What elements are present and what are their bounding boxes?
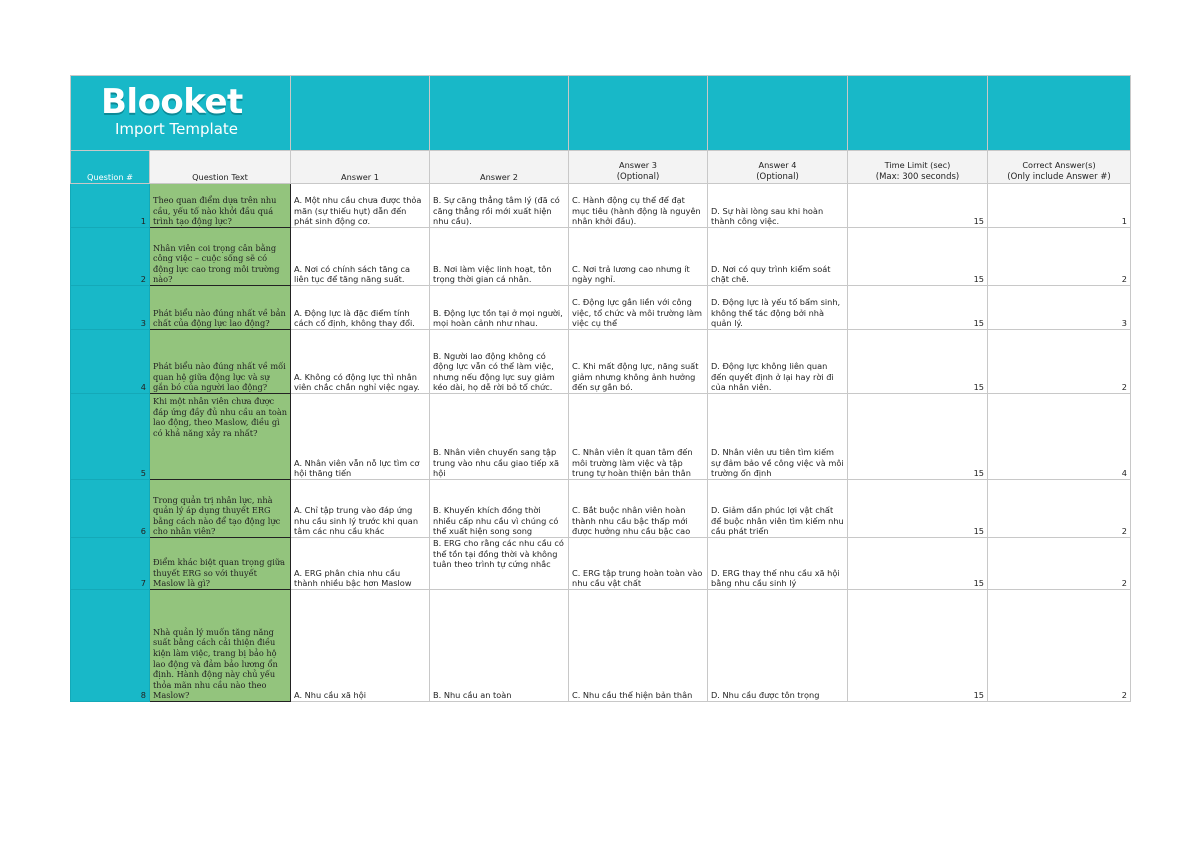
answer1-cell[interactable]: A. Một nhu cầu chưa được thỏa mãn (sự thiếu hụt) dẫn đến phát sinh động cơ. [291, 184, 430, 228]
header-row [71, 151, 1131, 184]
question-row [71, 538, 1131, 590]
answer3-cell[interactable]: C. Nhân viên ít quan tâm đến môi trường làm việc và tập trung tự hoàn thiện bản thân [569, 394, 708, 480]
time-limit-cell[interactable]: 15 [848, 480, 988, 538]
import-template-sheet [70, 75, 1131, 702]
answer3-cell[interactable]: C. Hành động cụ thể để đạt mục tiêu (hành động là nguyên nhân khởi đầu). [569, 184, 708, 228]
template-subtitle: Import Template [115, 120, 238, 138]
banner-cell [848, 76, 988, 151]
header-answer1: Answer 1 [291, 151, 430, 184]
header-question-text: Question Text [150, 151, 291, 184]
question-text-cell[interactable]: Trong quản trị nhân lực, nhà quản lý áp dụng thuyết ERG bằng cách nào để tạo động lực cho nhân viên? [150, 480, 291, 538]
header-answer2: Answer 2 [430, 151, 569, 184]
time-limit-cell[interactable]: 15 [848, 330, 988, 394]
question-number: 6 [71, 480, 150, 538]
answer2-cell[interactable]: B. Nhân viên chuyển sang tập trung vào nhu cầu giao tiếp xã hội [430, 394, 569, 480]
header-time-limit-label: Time Limit (sec) [884, 160, 951, 171]
correct-answer-cell[interactable]: 2 [988, 480, 1131, 538]
question-row [71, 330, 1131, 394]
answer3-cell[interactable]: C. Nhu cầu thể hiện bản thân [569, 590, 708, 702]
question-row [71, 590, 1131, 702]
answer1-cell[interactable]: A. Nơi có chính sách tăng ca liên tục để tăng năng suất. [291, 228, 430, 286]
answer2-cell[interactable]: B. Nhu cầu an toàn [430, 590, 569, 702]
answer2-cell[interactable]: B. Sự căng thẳng tâm lý (đã có căng thẳng rồi mới xuất hiện nhu cầu). [430, 184, 569, 228]
header-answer3 [569, 151, 708, 184]
answer3-cell[interactable]: C. Bắt buộc nhân viên hoàn thành nhu cầu bậc thấp mới được hưởng nhu cầu bậc cao [569, 480, 708, 538]
answer4-cell[interactable]: D. Động lực là yếu tố bẩm sinh, không thể tác động bởi nhà quản lý. [708, 286, 848, 330]
answer3-cell[interactable]: C. Khi mất động lực, năng suất giảm nhưng không ảnh hưởng đến sự gắn bó. [569, 330, 708, 394]
answer1-cell[interactable]: A. ERG phân chia nhu cầu thành nhiều bậc hơn Maslow [291, 538, 430, 590]
banner-cell [708, 76, 848, 151]
header-answer4-sub: (Optional) [756, 172, 799, 182]
banner-cell [988, 76, 1131, 151]
header-answer3-sub: (Optional) [616, 172, 660, 182]
question-row [71, 228, 1131, 286]
header-answer4-label: Answer 4 [758, 160, 797, 171]
header-answer4 [708, 151, 848, 184]
answer1-cell[interactable]: A. Nhân viên vẫn nỗ lực tìm cơ hội thăng tiến [291, 394, 430, 480]
answer2-cell[interactable]: B. Khuyến khích đồng thời nhiều cấp nhu cầu vì chúng có thể xuất hiện song song [430, 480, 569, 538]
banner-row [71, 76, 1131, 151]
question-row [71, 394, 1131, 480]
time-limit-cell[interactable]: 15 [848, 228, 988, 286]
correct-answer-cell[interactable]: 2 [988, 538, 1131, 590]
answer4-cell[interactable]: D. Nơi có quy trình kiểm soát chặt chẽ. [708, 228, 848, 286]
question-text-cell[interactable]: Nhà quản lý muốn tăng năng suất bằng cách cải thiện điều kiện làm việc, trang bị bảo hộ lao động và đảm bảo lương ổn định. Hành động này chủ yếu thỏa mãn nhu cầu nào theo Maslow? [150, 590, 291, 702]
header-time-limit [848, 151, 988, 184]
header-correct-label: Correct Answer(s) [1022, 160, 1096, 171]
time-limit-cell[interactable]: 15 [848, 184, 988, 228]
answer3-cell[interactable]: C. Động lực gắn liền với công việc, tổ chức và môi trường làm việc cụ thể [569, 286, 708, 330]
answer4-cell[interactable]: D. Giảm dần phúc lợi vật chất để buộc nhân viên tìm kiếm nhu cầu phát triển [708, 480, 848, 538]
answer4-cell[interactable]: D. ERG thay thế nhu cầu xã hội bằng nhu cầu sinh lý [708, 538, 848, 590]
answer1-cell[interactable]: A. Động lực là đặc điểm tính cách cố định, không thay đổi. [291, 286, 430, 330]
header-time-limit-sub: (Max: 300 seconds) [875, 172, 960, 182]
question-number: 1 [71, 184, 150, 228]
time-limit-cell[interactable]: 15 [848, 590, 988, 702]
correct-answer-cell[interactable]: 2 [988, 590, 1131, 702]
question-text-cell[interactable]: Phát biểu nào đúng nhất về mối quan hệ giữa động lực và sự gắn bó của người lao động? [150, 330, 291, 394]
logo-cell [71, 76, 291, 151]
question-number: 7 [71, 538, 150, 590]
answer2-cell[interactable]: B. ERG cho rằng các nhu cầu có thể tồn tại đồng thời và không tuân theo trình tự cứng nhắc [430, 538, 569, 590]
answer3-cell[interactable]: C. ERG tập trung hoàn toàn vào nhu cầu vật chất [569, 538, 708, 590]
correct-answer-cell[interactable]: 2 [988, 330, 1131, 394]
blooket-logo: Blooket [101, 82, 243, 122]
question-text-cell[interactable]: Điểm khác biệt quan trọng giữa thuyết ERG so với thuyết Maslow là gì? [150, 538, 291, 590]
correct-answer-cell[interactable]: 2 [988, 228, 1131, 286]
question-number: 8 [71, 590, 150, 702]
question-row [71, 286, 1131, 330]
question-number: 4 [71, 330, 150, 394]
answer2-cell[interactable]: B. Động lực tồn tại ở mọi người, mọi hoàn cảnh như nhau. [430, 286, 569, 330]
question-row [71, 480, 1131, 538]
correct-answer-cell[interactable]: 4 [988, 394, 1131, 480]
correct-answer-cell[interactable]: 1 [988, 184, 1131, 228]
question-row [71, 184, 1131, 228]
question-text-cell[interactable]: Phát biểu nào đúng nhất về bản chất của động lực lao động? [150, 286, 291, 330]
time-limit-cell[interactable]: 15 [848, 286, 988, 330]
correct-answer-cell[interactable]: 3 [988, 286, 1131, 330]
question-text-cell[interactable]: Nhân viên coi trọng cân bằng công việc – cuộc sống sẽ có động lực cao trong môi trường nào? [150, 228, 291, 286]
banner-cell [569, 76, 708, 151]
question-number: 2 [71, 228, 150, 286]
question-text-cell[interactable]: Theo quan điểm dựa trên nhu cầu, yếu tố nào khởi đầu quá trình tạo động lực? [150, 184, 291, 228]
banner-cell [430, 76, 569, 151]
answer4-cell[interactable]: D. Nhân viên ưu tiên tìm kiếm sự đảm bảo về công việc và môi trường ổn định [708, 394, 848, 480]
header-answer3-label: Answer 3 [619, 160, 657, 171]
answer1-cell[interactable]: A. Chỉ tập trung vào đáp ứng nhu cầu sinh lý trước khi quan tâm các nhu cầu khác [291, 480, 430, 538]
question-text-cell[interactable]: Khi một nhân viên chưa được đáp ứng đầy đủ nhu cầu an toàn lao động, theo Maslow, điều gì có khả năng xảy ra nhất? [150, 394, 291, 480]
answer4-cell[interactable]: D. Nhu cầu được tôn trọng [708, 590, 848, 702]
answer2-cell[interactable]: B. Nơi làm việc linh hoạt, tôn trọng thời gian cá nhân. [430, 228, 569, 286]
banner-cell [291, 76, 430, 151]
header-correct-sub: (Only include Answer #) [1007, 172, 1111, 182]
question-number: 5 [71, 394, 150, 480]
header-question-num: Question # [71, 151, 150, 184]
answer3-cell[interactable]: C. Nơi trả lương cao nhưng ít ngày nghỉ. [569, 228, 708, 286]
time-limit-cell[interactable]: 15 [848, 394, 988, 480]
answer2-cell[interactable]: B. Người lao động không có động lực vẫn có thể làm việc, nhưng nếu động lực suy giảm kéo dài, họ dễ rời bỏ tổ chức. [430, 330, 569, 394]
answer1-cell[interactable]: A. Không có động lực thì nhân viên chắc chắn nghỉ việc ngay. [291, 330, 430, 394]
answer4-cell[interactable]: D. Sự hài lòng sau khi hoàn thành công việc. [708, 184, 848, 228]
question-number: 3 [71, 286, 150, 330]
answer1-cell[interactable]: A. Nhu cầu xã hội [291, 590, 430, 702]
time-limit-cell[interactable]: 15 [848, 538, 988, 590]
answer4-cell[interactable]: D. Động lực không liên quan đến quyết định ở lại hay rời đi của nhân viên. [708, 330, 848, 394]
header-correct [988, 151, 1131, 184]
